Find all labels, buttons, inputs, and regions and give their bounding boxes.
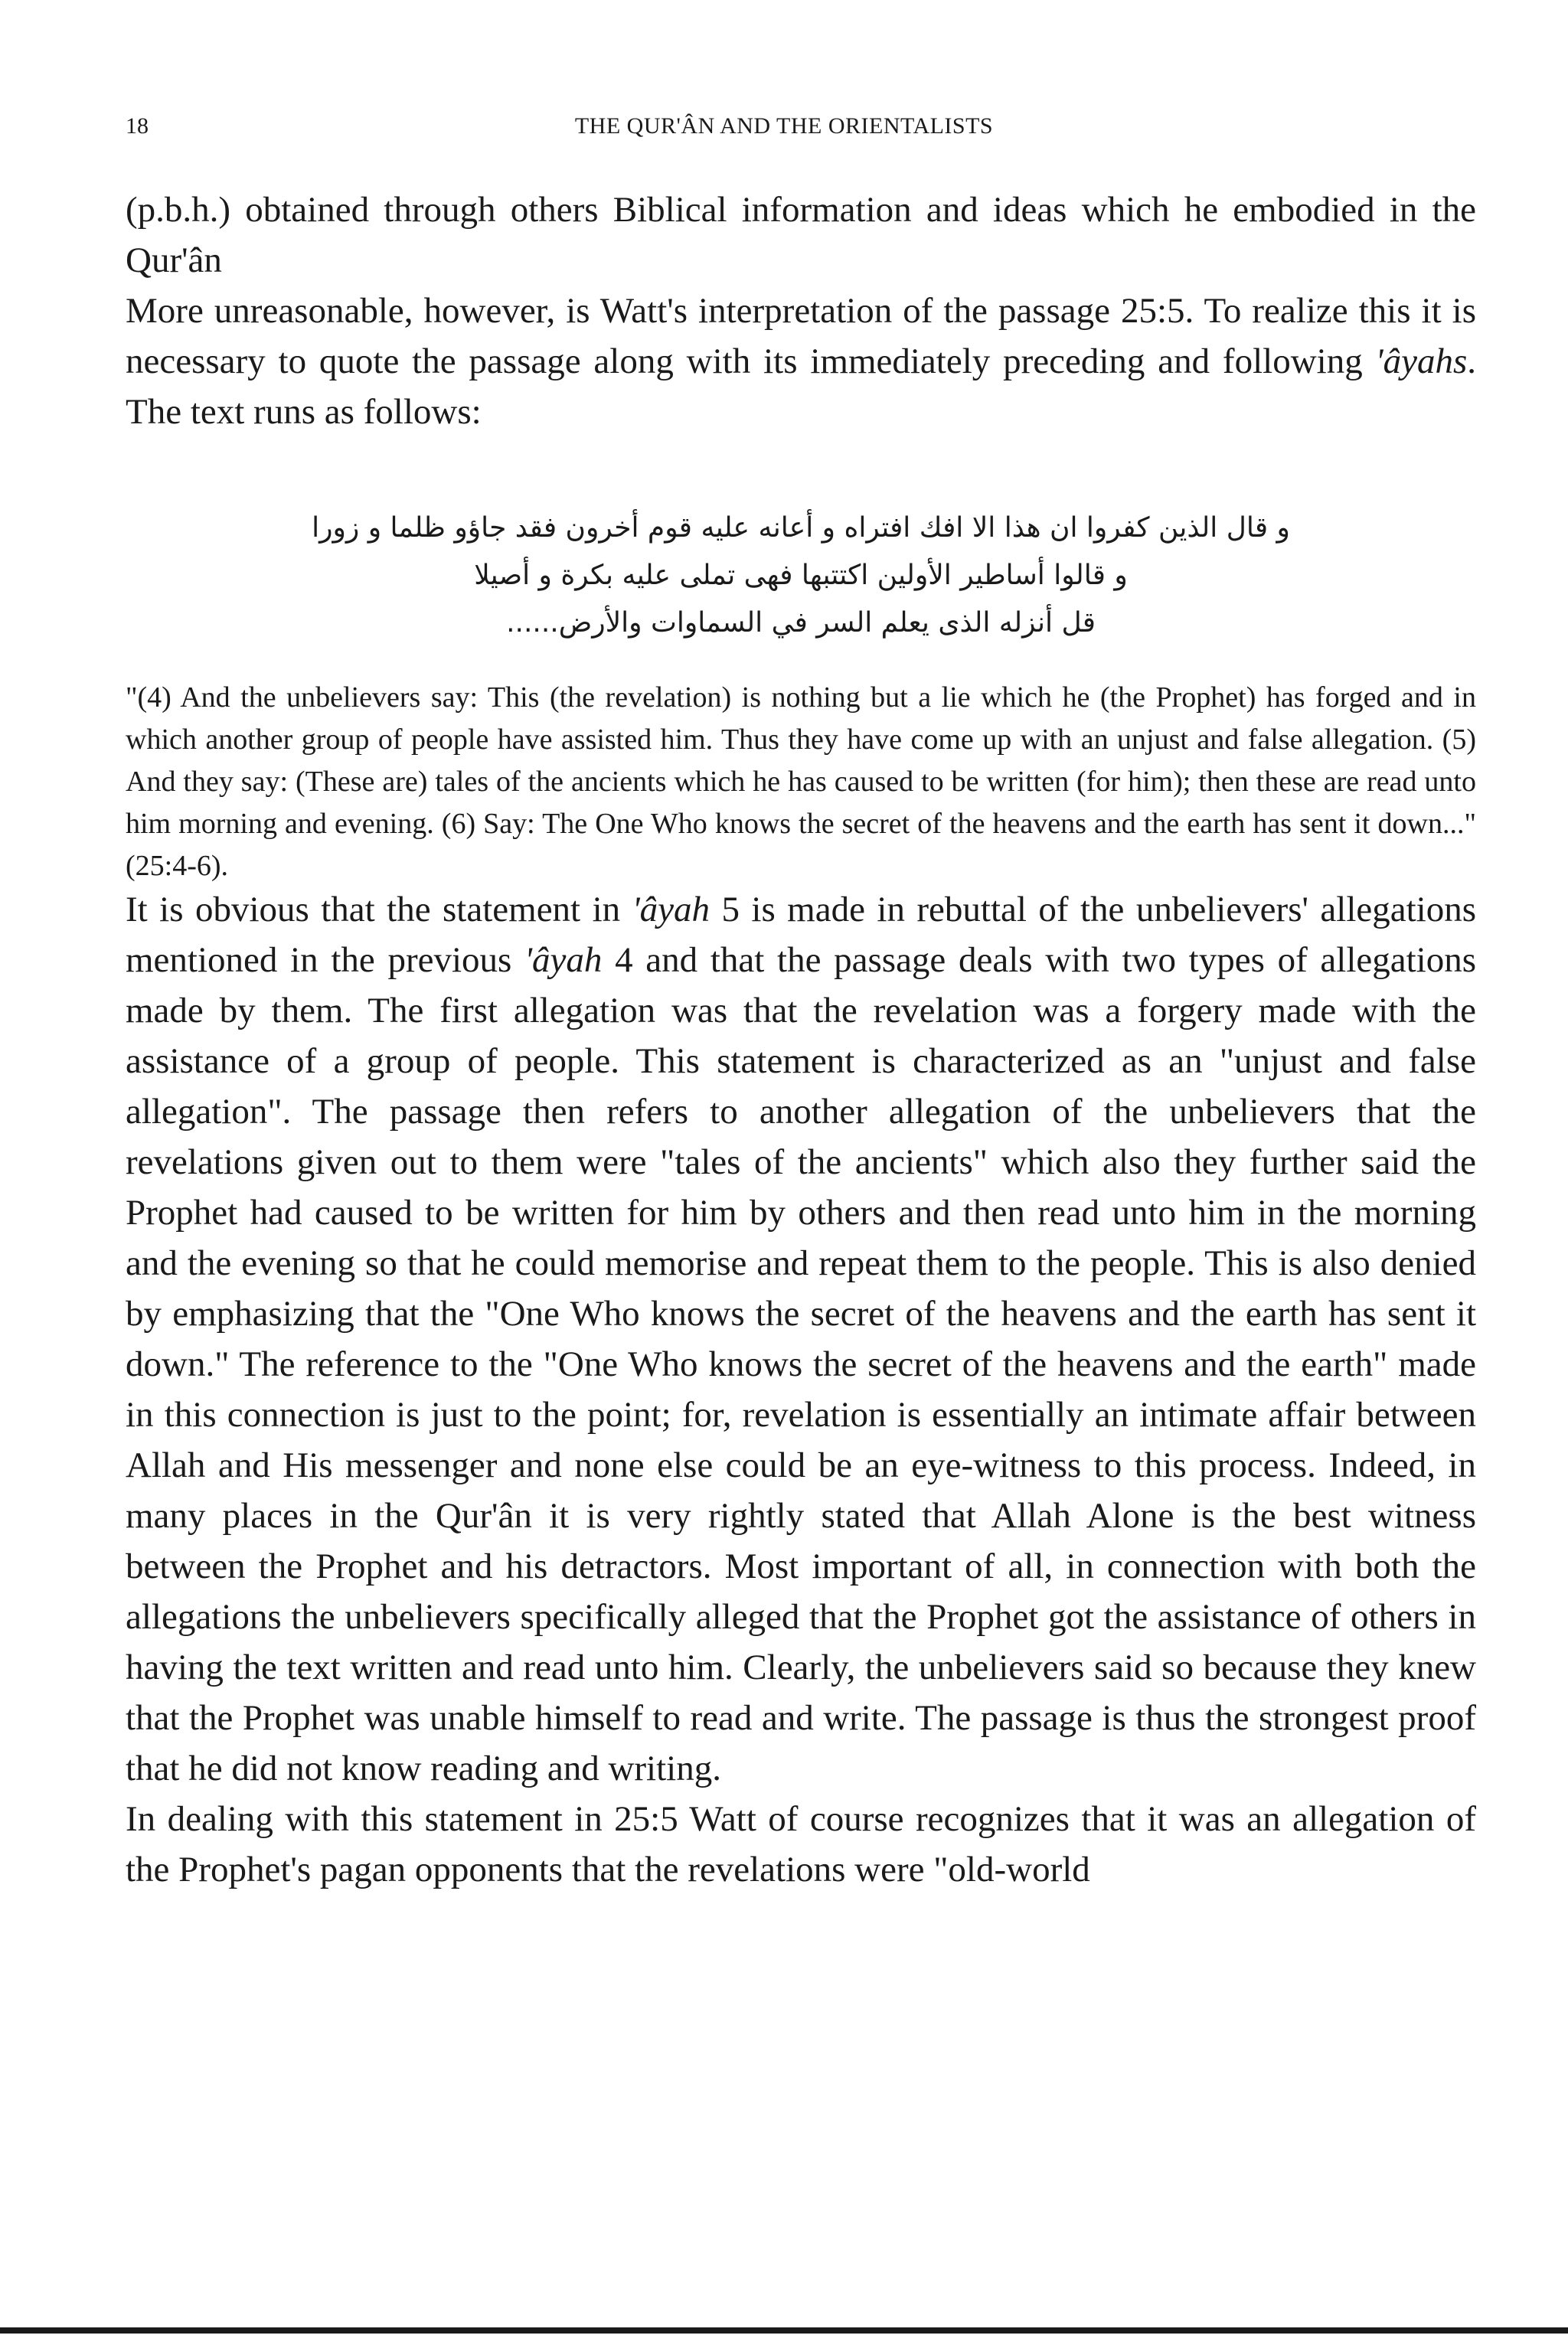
paragraph-1: (p.b.h.) obtained through others Biblical information and ideas which he embodied in the Qur'ân [126, 190, 1476, 280]
term-ayah-2: 'âyah [524, 940, 603, 980]
paragraph-4: In dealing with this statement in 25:5 Watt of course recognizes that it was an allegation of the Prophet's pagan opponents that the revelations were "old-world [126, 1799, 1476, 1889]
paragraph-3 [126, 884, 1476, 1794]
bottom-rule [0, 2327, 1568, 2334]
paragraph-3-text-c: 4 and that the passage deals with two types of allegations made by them. The first allegation was that the revelation was a forgery made with the assistance of a group of people. This statement is characterized as an "unjust and false allegation". The passage then refers to another allegation of the unbelievers that the revelations given out to them were "tales of the ancients" which also they further said the Prophet had caused to be written for him by others and then read unto him in the morning and the evening so that he could memorise and repeat them to the people. This is also denied by emphasizing that the "One Who knows the secret of the heavens and the earth has sent it down." The reference to the "One Who knows the secret of the heavens and the earth" made in this connection is just to the point; for, revelation is essentially an intimate affair between Allah and His messenger and none else could be an eye-witness to this process. Indeed, in many places in the Qur'ân it is very rightly stated that Allah Alone is the best witness between the Prophet and his detractors. Most important of all, in connection with both the allegations the unbelievers specifically alleged that the Prophet got the assistance of others in having the text written and read unto him. Clearly, the unbelievers said so because they knew that the Prophet was unable himself to read and write. The passage is thus the strongest proof that he did not know reading and writing. [126, 940, 1477, 1788]
arabic-line-1: و قال الذين كفروا ان هذا الا افك افتراه و أعانه عليه قوم أخرون فقد جاؤو ظلما و زورا [312, 512, 1290, 544]
arabic-line-2: و قالوا أساطير الأولين اكتتبها فهى تملى عليه بكرة و أصيلا [474, 560, 1128, 591]
top-paragraphs [126, 185, 1476, 437]
paragraph-3-text-b: 5 is made in rebuttal of the unbelievers' allegations mentioned in the previous [126, 890, 1476, 980]
term-ayahs: 'âyahs [1375, 341, 1468, 381]
bottom-paragraphs [126, 884, 1476, 1895]
arabic-line-3: قل أنزله الذى يعلم السر في السماوات والأرض...... [506, 607, 1096, 639]
translation-quote: "(4) And the unbelievers say: This (the revelation) is nothing but a lie which he (the Prophet) has forged and in which another group of people have assisted him. Thus they have come up with an unjust and false allegation. (5) And they say: (These are) tales of the ancients which he has caused to be written (for him); then these are read unto him morning and evening. (6) Say: The One Who knows the secret of the heavens and the earth has sent it down..." (25:4-6). [126, 681, 1476, 882]
paragraph-2-text-b: . The text runs as follows: [126, 341, 1476, 432]
paragraph-2-text-a: More unreasonable, however, is Watt's interpretation of the passage 25:5. To realize this it is necessary to quote the passage along with its immediately preceding and following [126, 291, 1476, 381]
running-title: THE QUR'ÂN AND THE ORIENTALISTS [574, 113, 994, 139]
paragraph-2 [126, 286, 1476, 437]
page-number: 18 [126, 113, 149, 139]
paragraph-3-text-a: It is obvious that the statement in [126, 890, 632, 929]
term-ayah-1: 'âyah [632, 890, 710, 929]
